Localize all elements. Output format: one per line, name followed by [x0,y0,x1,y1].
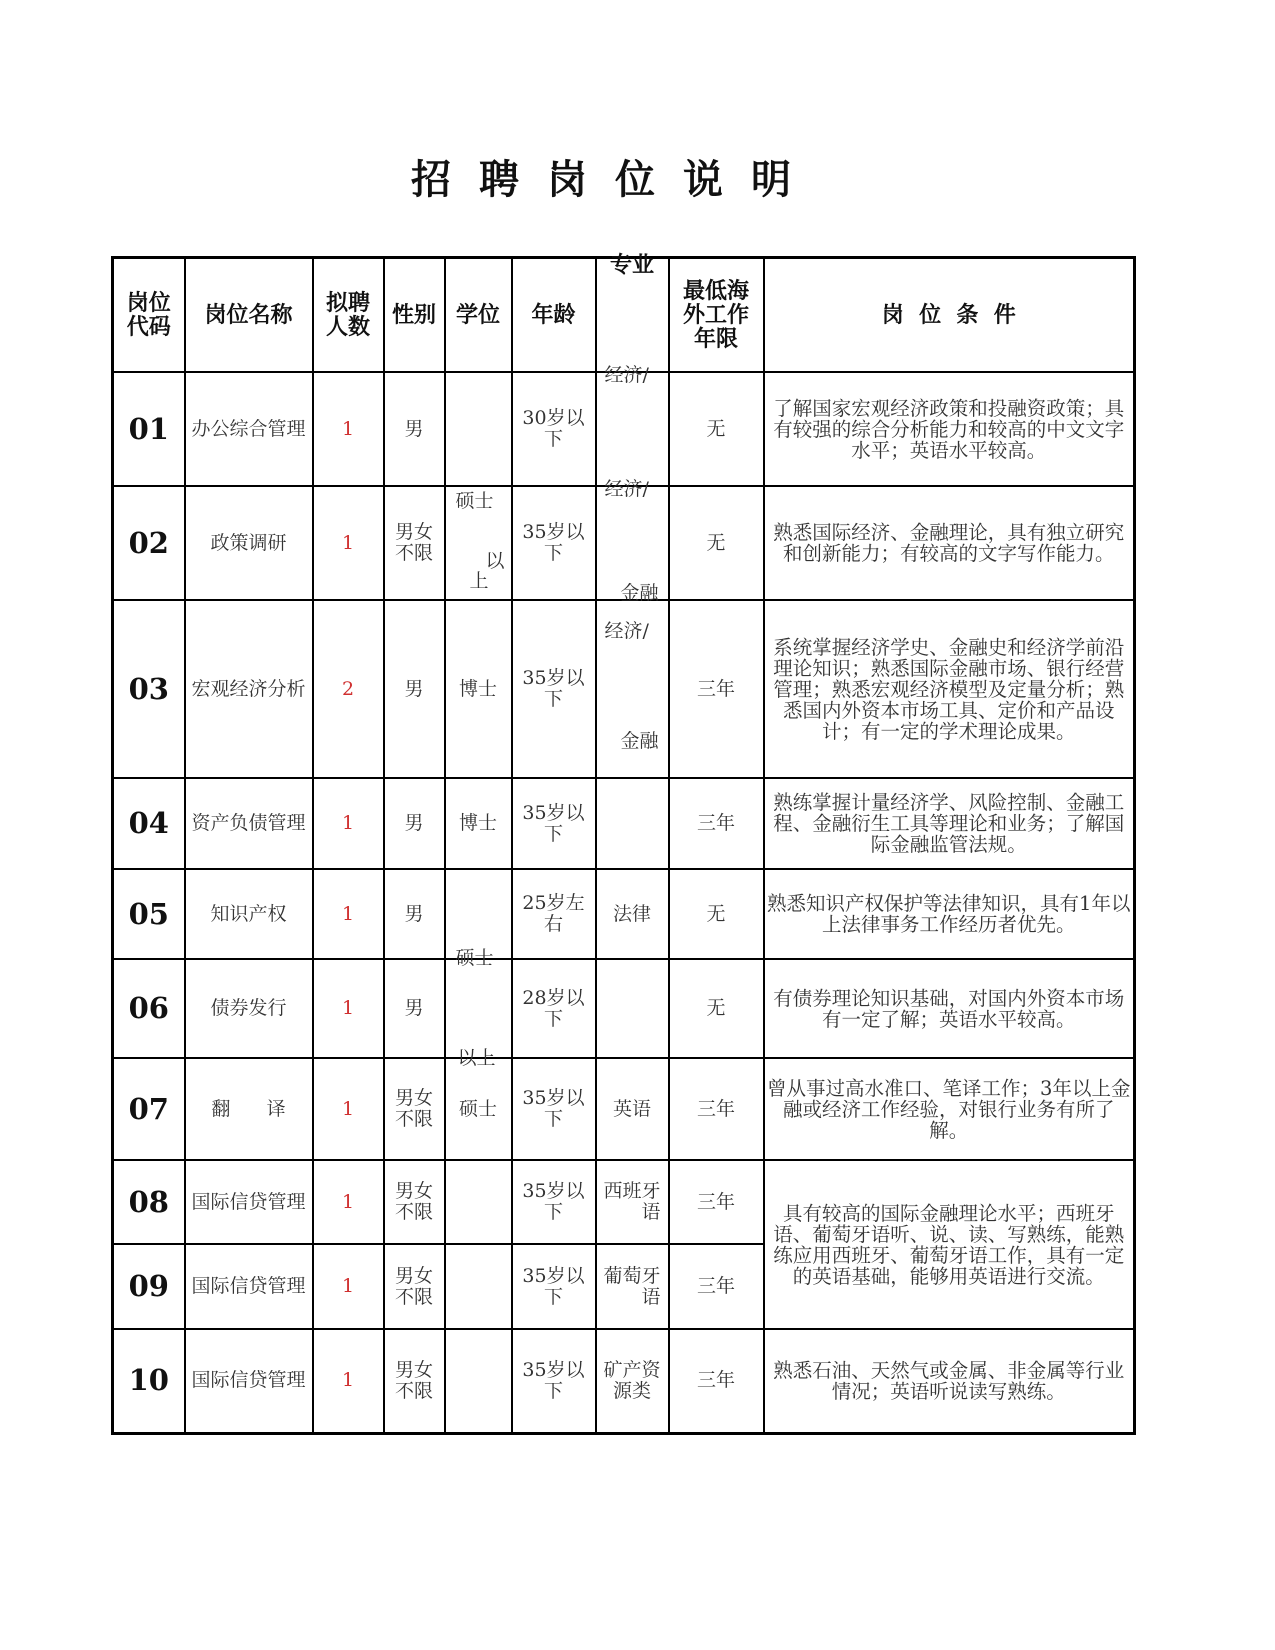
row-count: 1 [313,372,384,486]
row-name: 国际信贷管理 [185,1160,313,1244]
major-fragment: 经济/ [604,620,649,642]
row-code: 04 [113,778,185,869]
row-requirements: 熟悉国际经济、金融理论，具有独立研究和创新能力；有较高的文字写作能力。 [764,486,1135,600]
row-overseas: 三年 [669,1329,764,1433]
row-name: 国际信贷管理 [185,1244,313,1329]
row-degree: 博士 [445,600,512,778]
row-count: 1 [313,869,384,959]
row-code: 10 [113,1329,185,1433]
row-gender: 男 [384,778,445,869]
row-age: 35岁以下 [512,1329,596,1433]
row-requirements: 系统掌握经济学史、金融史和经济学前沿理论知识；熟悉国际金融市场、银行经营管理；熟悉宏观经济模型及定量分析；熟悉国内外资本市场工具、定价和产品设计；有一定的学术理论成果。 [764,600,1135,778]
major-fragment: 经济/ [604,478,649,500]
row-requirements: 有债券理论知识基础，对国内外资本市场有一定了解；英语水平较高。 [764,959,1135,1058]
row-degree [445,947,512,1069]
row-age: 35岁以下 [512,1058,596,1160]
row-count: 1 [313,1329,384,1433]
row-major: 葡萄牙语 [596,1244,669,1329]
row-gender: 男 [384,600,445,778]
row-requirements: 熟悉知识产权保护等法律知识，具有1年以上法律事务工作经历者优先。 [764,869,1135,959]
row-requirements: 熟练掌握计量经济学、风险控制、金融工程、金融衍生工具等理论和业务；了解国际金融监管法规。 [764,778,1135,869]
row-age: 35岁以下 [512,1160,596,1244]
row-gender: 男女不限 [384,1058,445,1160]
row-age: 35岁以下 [512,486,596,600]
row-overseas: 三年 [669,1160,764,1244]
row-name: 国际信贷管理 [185,1329,313,1433]
row-overseas: 无 [669,869,764,959]
row-major: 矿产资源类 [596,1329,669,1433]
header-name: 岗位名称 [185,258,313,373]
header-gender: 性别 [384,258,445,373]
row-requirements: 熟悉石油、天然气或金属、非金属等行业情况；英语听说读写熟练。 [764,1329,1135,1433]
table-row [113,778,1135,869]
row-overseas: 三年 [669,1244,764,1329]
row-overseas: 三年 [669,600,764,778]
row-age: 25岁左右 [512,869,596,959]
row-age: 35岁以下 [512,778,596,869]
row-degree [445,1160,512,1244]
row-gender: 男 [384,959,445,1058]
row-name: 宏观经济分析 [185,600,313,778]
row-code: 02 [113,486,185,600]
header-degree: 学位 [445,258,512,373]
row-overseas: 无 [669,959,764,1058]
header-count: 拟聘人数 [313,258,384,373]
row-degree [445,1244,512,1329]
row-name: 债券发行 [185,959,313,1058]
row-gender: 男女不限 [384,1329,445,1433]
row-gender: 男女不限 [384,1244,445,1329]
table-row [113,869,1135,959]
row-degree: 硕士 [445,1058,512,1160]
row-code: 05 [113,869,185,959]
row-degree: 博士 [445,778,512,869]
row-name: 资产负债管理 [185,778,313,869]
row-code: 01 [113,372,185,486]
row-requirements: 曾从事过高水准口、笔译工作；3年以上金融或经济工作经验，对银行业务有所了解。 [764,1058,1135,1160]
row-count: 1 [313,1058,384,1160]
row-gender: 男 [384,372,445,486]
row-age: 30岁以下 [512,372,596,486]
row-count: 1 [313,486,384,600]
row-count: 1 [313,959,384,1058]
row-code: 06 [113,959,185,1058]
row-name: 翻 译 [185,1058,313,1160]
major-fragment: 经济/ [604,364,649,386]
row-requirements: 具有较高的国际金融理论水平；西班牙语、葡萄牙语听、说、读、写熟练，能熟练应用西班牙、葡萄牙语工作，具有一定的英语基础，能够用英语进行交流。 [764,1160,1135,1329]
row-major: 西班牙语 [596,1160,669,1244]
row-name: 政策调研 [185,486,313,600]
row-count: 1 [313,1244,384,1329]
positions-table [111,252,1136,1435]
row-major: 英语 [596,1058,669,1160]
table-row [113,1329,1135,1433]
table-row [113,372,1135,486]
header-age: 年龄 [512,258,596,373]
row-overseas: 无 [669,486,764,600]
degree-fragment: 硕士 [455,947,494,969]
table-row [113,486,1135,600]
row-overseas: 三年 [669,1058,764,1160]
table-row [113,600,1135,778]
header-overseas: 最低海外工作年限 [669,258,764,373]
row-overseas: 三年 [669,778,764,869]
row-count: 1 [313,778,384,869]
table-row [113,959,1135,1058]
row-code: 07 [113,1058,185,1160]
row-gender: 男 [384,869,445,959]
row-major [596,364,669,486]
degree-fragment: 硕士 [455,490,494,512]
header-requirements: 岗 位 条 件 [764,258,1135,373]
row-name: 办公综合管理 [185,372,313,486]
table-row [113,1058,1135,1160]
row-degree [445,1329,512,1433]
header-major: 专业 [596,258,669,373]
row-gender: 男女不限 [384,1160,445,1244]
row-age: 35岁以下 [512,600,596,778]
header-code: 岗位代码 [113,258,185,373]
row-major [596,600,669,778]
row-code: 03 [113,600,185,778]
degree-fragment: 以 [485,550,505,572]
row-gender: 男女不限 [384,486,445,600]
header-row [113,258,1135,373]
row-degree [445,486,512,600]
row-degree [445,869,512,959]
row-count: 2 [313,600,384,778]
row-major [596,959,669,1058]
row-major: 法律 [596,869,669,959]
row-count: 1 [313,1160,384,1244]
major-fragment: 金融 [620,582,659,604]
degree-fragment: 以上 [457,1047,496,1069]
row-overseas: 无 [669,372,764,486]
row-name: 知识产权 [185,869,313,959]
row-age: 28岁以下 [512,959,596,1058]
row-code: 08 [113,1160,185,1244]
major-fragment: 金融 [620,730,659,752]
table-row [113,1160,1135,1244]
row-degree [445,372,512,486]
row-requirements: 了解国家宏观经济政策和投融资政策；具有较强的综合分析能力和较高的中文文字水平；英语水平较高。 [764,372,1135,486]
row-code: 09 [113,1244,185,1329]
degree-fragment: 上 [469,570,489,592]
page-title: 招聘岗位说明 [411,156,819,203]
row-major [596,478,669,604]
row-age: 35岁以下 [512,1244,596,1329]
row-major [596,778,669,869]
